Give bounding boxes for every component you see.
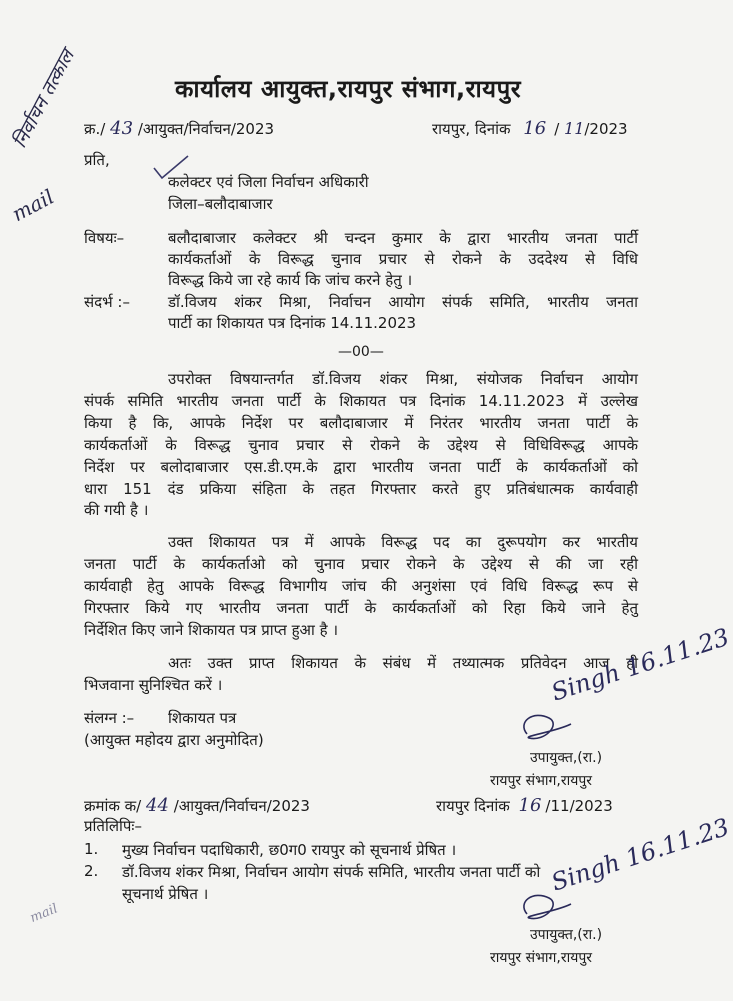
para1-line-2: संपर्क समिति भारतीय जनता पार्टी के शिकायत पत्र दिनांक 14.11.2023 में उल्लेख	[84, 392, 638, 410]
enclosure-label: संलग्न :–	[84, 709, 135, 727]
ref-suffix: /आयुक्त/निर्वाचन/2023	[137, 120, 275, 138]
reference-line-1: डॉ.विजय शंकर मिश्रा, निर्वाचन आयोग संपर्क समिति, भारतीय जनता	[168, 293, 638, 311]
subject-line-1: बलौदाबाजार कलेक्टर श्री चन्दन कुमार के द्वारा भारतीय जनता पार्टी	[168, 229, 638, 247]
para1-line-4: कार्यकर्ताओं के विरूद्ध चुनाव प्रचार से रोकने के उद्देश्य से विधिविरूद्ध आपके	[84, 436, 638, 454]
para2-line-5: निर्देशित किए जाने शिकायत पत्र प्राप्त हुआ है ।	[84, 621, 339, 639]
para3-line-2: भिजवाना सुनिश्चित करें ।	[84, 676, 223, 694]
para1-line-3: किया है कि, आपके निर्देश पर बलौदाबाजार में निरंतर भारतीय जनता पार्टी के	[84, 414, 638, 432]
ref-date-label: रायपुर, दिनांक	[432, 120, 511, 138]
ref-month: 11	[564, 119, 585, 138]
para1-line-5: निर्देश पर बलोदाबाजार एस.डी.एम.के द्वारा भारतीय जनता पार्टी के कार्यकर्ताओं को	[84, 458, 638, 476]
ref-prefix: क्र./	[84, 120, 106, 138]
margin-note-urgent: निर्वाचन तत्काल	[8, 46, 79, 152]
ref-number: 43	[110, 118, 134, 139]
copy-item-2-num: 2.	[84, 862, 99, 880]
copy-item-2-text-cont: सूचनार्थ प्रेषित ।	[122, 885, 209, 903]
ref-date-line: रायपुर, दिनांक 16 / 11/2023	[432, 118, 628, 139]
ref2-year: /11/2023	[545, 797, 613, 815]
margin-note-mail-2: mail	[28, 901, 60, 926]
reference-label: संदर्भ :–	[84, 293, 130, 311]
approval-note: (आयुक्त महोदय द्वारा अनुमोदित)	[84, 731, 264, 749]
ref2-day: 16	[518, 795, 542, 816]
copy-label: प्रतिलिपिः–	[84, 817, 142, 835]
signature-1-text: Singh 16.11.23	[548, 622, 733, 707]
para1-line-1: उपरोक्त विषयान्तर्गत डॉ.विजय शंकर मिश्रा, संयोजक निर्वाचन आयोग	[168, 370, 638, 388]
signature-2-office: रायपुर संभाग,रायपुर	[490, 950, 593, 966]
ref-year: /2023	[584, 120, 628, 138]
subject-line-3: विरूद्ध किये जा रहे कार्य कि जांच करने हेतु ।	[168, 271, 413, 289]
ref2-prefix: क्रमांक क/	[84, 797, 142, 815]
enclosure-item: शिकायत पत्र	[168, 709, 237, 727]
ref2-date-line	[436, 795, 613, 816]
signature-2-text: Singh 16.11.23	[548, 812, 733, 897]
subject-label: विषयः–	[84, 229, 125, 247]
ref2-number-line	[84, 795, 310, 816]
para2-line-1: उक्त शिकायत पत्र में आपके विरूद्ध पद का दुरूपयोग कर भारतीय	[168, 533, 638, 551]
subject-line-2: कार्यकर्ताओं के विरूद्ध चुनाव प्रचार से रोकने के उददेश्य से विधि	[168, 250, 638, 268]
copy-item-2-text: डॉ.विजय शंकर मिश्रा, निर्वाचन आयोग संपर्क समिति, भारतीय जनता पार्टी को	[122, 863, 541, 881]
recipient-prati: प्रति,	[84, 151, 110, 169]
signature-2-designation: उपायुक्त,(रा.)	[530, 927, 603, 943]
recipient-line-2: जिला–बलौदाबाजार	[168, 195, 273, 213]
signature-1-office: रायपुर संभाग,रायपुर	[490, 773, 593, 789]
copy-item-1-text: मुख्य निर्वाचन पदाधिकारी, छ0ग0 रायपुर को सूचनार्थ प्रेषित ।	[122, 841, 457, 859]
ref2-number: 44	[146, 795, 169, 816]
para2-line-4: गिरफ्तार किये गए भारतीय जनता पार्टी के कार्यकर्ताओं को रिहा किये जाने हेतु	[84, 599, 638, 617]
page-title: कार्यालय आयुक्त,रायपुर संभाग,रायपुर	[175, 75, 522, 103]
para1-line-7: की गयी है ।	[84, 501, 149, 519]
ref2-date-label: रायपुर दिनांक	[436, 797, 510, 815]
ref-day: 16	[523, 118, 547, 139]
copy-item-1-num: 1.	[84, 840, 99, 858]
margin-note-mail: mail	[8, 184, 58, 227]
para1-line-6: धारा 151 दंड प्रकिया संहिता के तहत गिरफ्तार करते हुए प्रतिबंधात्मक कार्यवाही	[84, 480, 638, 498]
para2-line-3: कार्यवाही हेतु आपके विरूद्ध विभागीय जांच की अनुशंसा एवं विधि विरूद्ध रूप से	[84, 577, 638, 595]
para2-line-2: जनता पार्टी के कार्यकर्ताओ को चुनाव प्रचार रोकने के उद्देश्य से की जा रही	[84, 555, 638, 573]
reference-line-2: पार्टी का शिकायत पत्र दिनांक 14.11.2023	[168, 314, 417, 332]
ref2-suffix: /आयुक्त/निर्वाचन/2023	[173, 797, 310, 815]
para3-line-1: अतः उक्त प्राप्त शिकायत के संबंध में तथ्यात्मक प्रतिवेदन आज ही	[168, 654, 638, 672]
ref-number-line	[84, 118, 274, 139]
recipient-line-1: कलेक्टर एवं जिला निर्वाचन अधिकारी	[168, 173, 369, 191]
signature-1-designation: उपायुक्त,(रा.)	[530, 750, 603, 766]
separator: —00—	[338, 344, 384, 360]
